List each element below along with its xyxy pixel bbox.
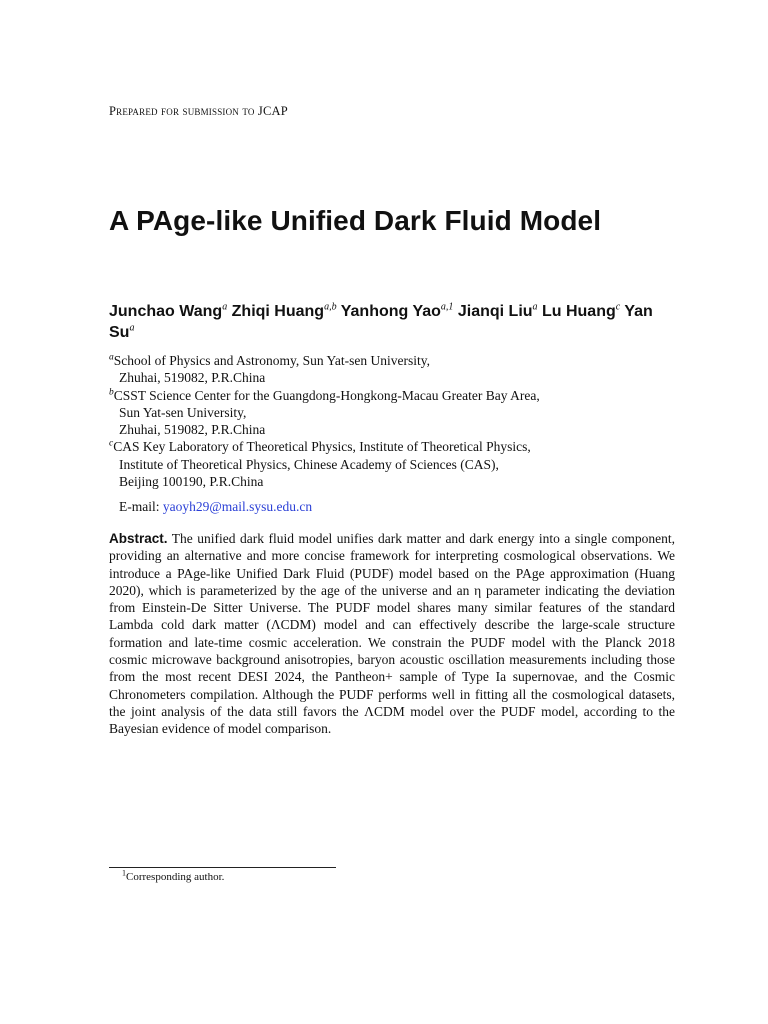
abstract [109, 530, 675, 738]
author-affiliation-mark: c [615, 301, 621, 313]
author-affiliation-mark: a [222, 301, 228, 313]
author-name: Lu Huang [541, 303, 616, 320]
footnote-divider [109, 867, 336, 868]
contact-email [119, 499, 312, 515]
affiliation-line: Beijing 100190, P.R.China [119, 474, 264, 490]
paper-title: A PAge-like Unified Dark Fluid Model [109, 205, 602, 236]
affiliation [109, 387, 669, 439]
email-link[interactable]: yaoyh29@mail.sysu.edu.cn [162, 499, 313, 514]
email-label: E-mail: [119, 499, 160, 514]
affiliation-list [109, 352, 669, 490]
affiliation-line: CSST Science Center for the Guangdong-Hongkong-Macau Greater Bay Area, [113, 387, 540, 403]
author-affiliation-mark: a,1 [440, 301, 454, 313]
footnote [122, 868, 225, 883]
affiliation-mark: c [109, 438, 114, 449]
affiliation [109, 352, 669, 387]
footnote-mark: 1 [122, 868, 126, 878]
affiliation-mark: a [109, 352, 114, 363]
author-name: Yanhong Yao [340, 303, 441, 320]
abstract-label: Abstract. [109, 531, 168, 546]
author-affiliation-mark: a [532, 301, 538, 313]
affiliation-line: Zhuhai, 519082, P.R.China [119, 422, 266, 438]
author-name: Yan Su [109, 303, 653, 341]
author-name: Jianqi Liu [457, 303, 533, 320]
footnote-text: Corresponding author. [126, 871, 225, 883]
abstract-text: The unified dark fluid model unifies dark matter and dark energy into a single component, providing an alternative and more concise framework for interpreting cosmological observations. We introduce a PAge-like Unified Dark Fluid (PUDF) model based on the PAge approximation (Huang 2020), which is parameterized by the age of the universe and an η parameter indicating the deviation from Einstein-De Sitter Universe. The PUDF model shares many similar features of the standard Lambda cold dark matter (ΛCDM) model and can effectively describe the large-scale structure formation and late-time cosmic acceleration. We constrain the PUDF model with the Planck 2018 cosmic microwave background anisotropies, baryon acoustic oscillation measurements including those from the most recent DESI 2024, the Pantheon+ sample of Type Ia supernovae, and the Cosmic Chronometers compilation. Although the PUDF performs well in fitting all the cosmological datasets, the joint analysis of the data still favors the ΛCDM model over the PUDF model, according to the Bayesian evidence of model comparison. [109, 531, 675, 737]
affiliation-line: School of Physics and Astronomy, Sun Yat-sen University, [113, 353, 431, 368]
author-name: Zhiqi Huang [231, 303, 325, 320]
affiliation-line: CAS Key Laboratory of Theoretical Physics, Institute of Theoretical Physics, [113, 439, 531, 455]
author-affiliation-mark: a [129, 322, 135, 334]
affiliation-line: Institute of Theoretical Physics, Chinese Academy of Sciences (CAS), [119, 456, 499, 472]
author-name: Junchao Wang [109, 303, 223, 320]
author-affiliation-mark: a,b [324, 301, 337, 313]
author-list [109, 301, 669, 343]
affiliation-line: Sun Yat-sen University, [119, 404, 247, 420]
affiliation [109, 438, 669, 490]
affiliation-mark: b [109, 387, 114, 398]
affiliation-line: Zhuhai, 519082, P.R.China [119, 370, 266, 386]
submission-note: Prepared for submission to JCAP [109, 104, 288, 118]
